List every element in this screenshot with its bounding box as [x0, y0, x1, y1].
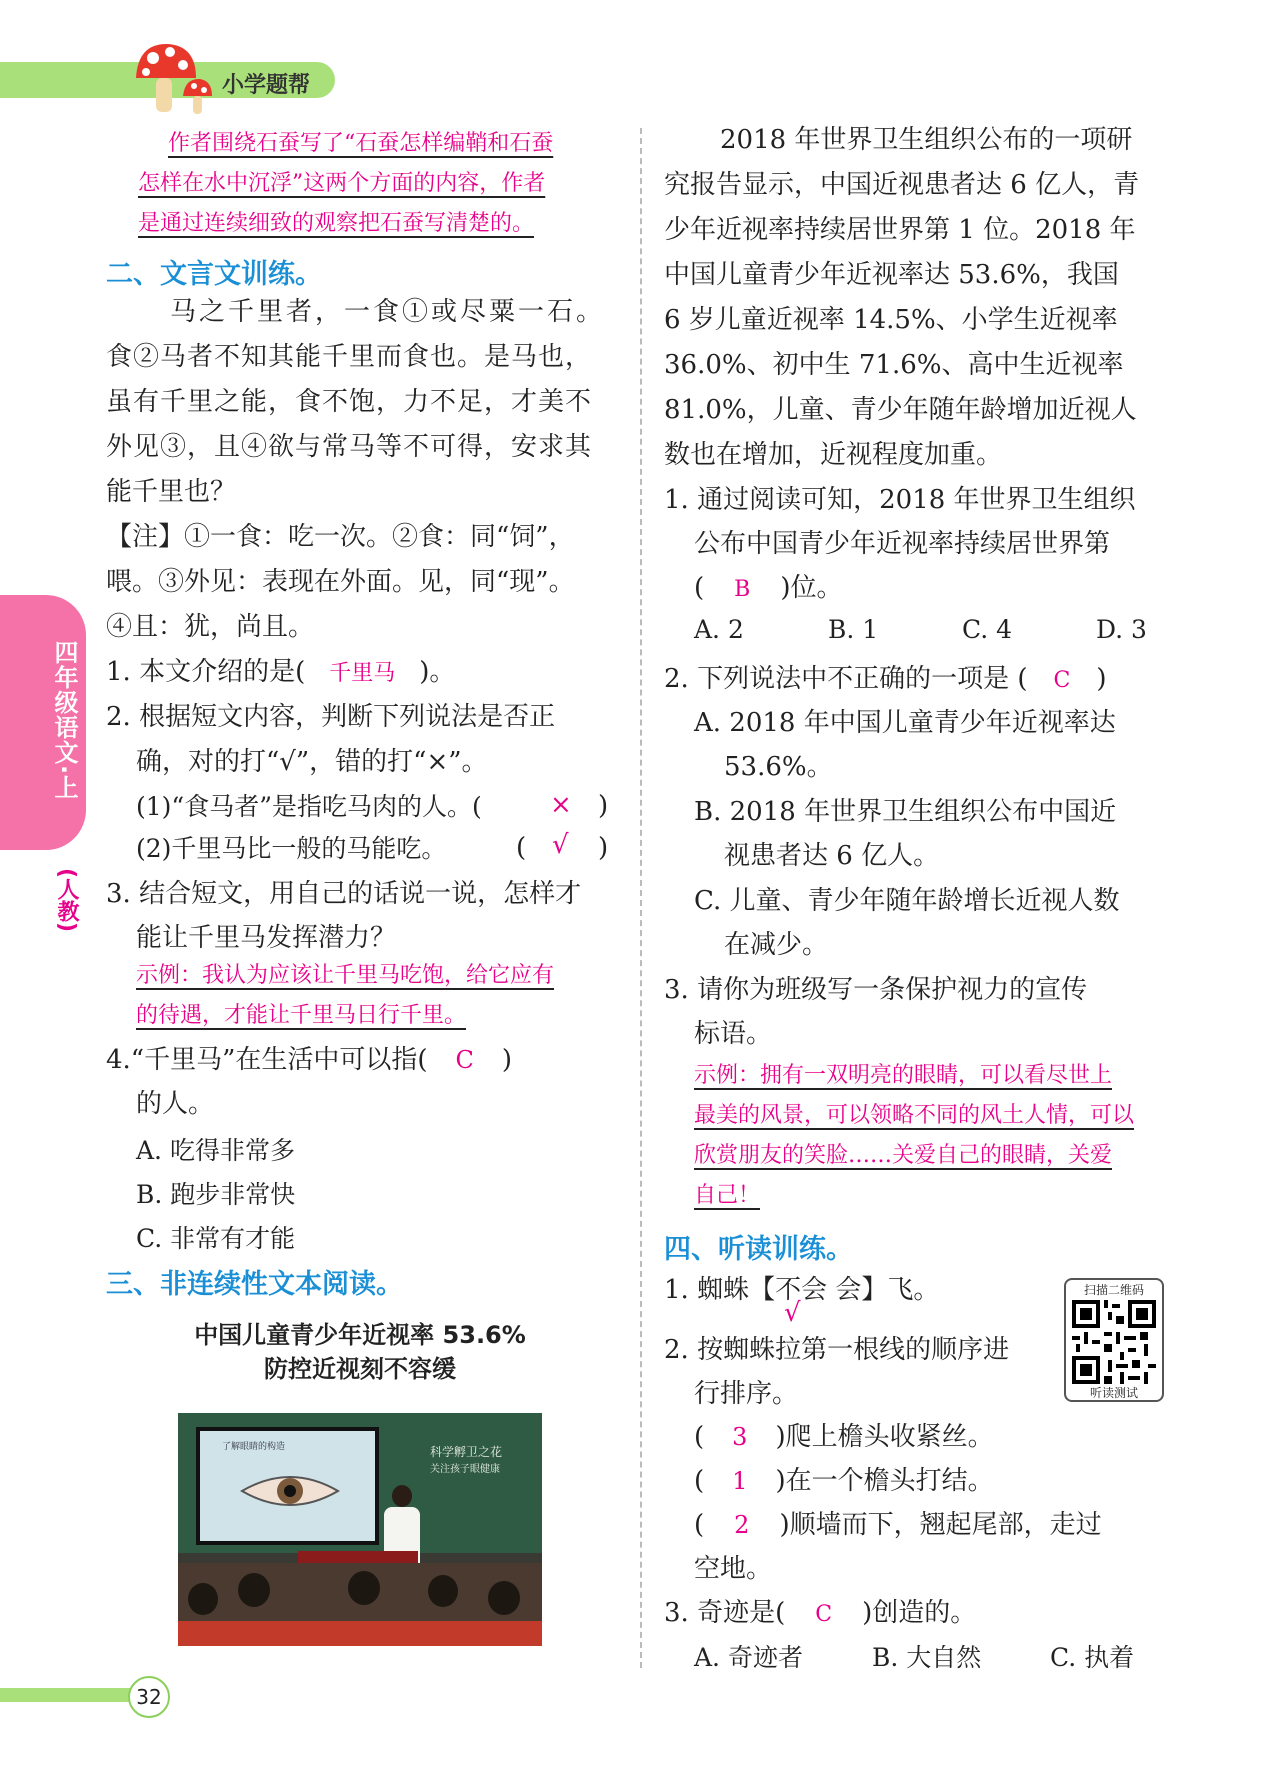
answer-line: 怎样在水中沉浮”这两个方面的内容，作者 [138, 171, 546, 196]
r-q2-option-a: A. 2018 年中国儿童青少年近视率达 [694, 708, 1116, 738]
text-line: 能千里也？ [106, 477, 237, 507]
answer-line: 欣赏朋友的笑脸……关爱自己的眼睛，关爱 [694, 1143, 1113, 1168]
question-2-line1: 2. 根据短文内容，判断下列说法是否正 [106, 702, 556, 732]
listen-q2-item [694, 1459, 994, 1504]
r-q3-answer [694, 1056, 1134, 1216]
section2-title: 二、文言文训练。 [106, 259, 322, 290]
item-text: (1)“食马者”是指吃马肉的人。( [136, 792, 482, 821]
question-1 [106, 650, 455, 696]
passage-line: 2018 年世界卫生组织公布的一项研 [720, 125, 1133, 155]
listen-q3 [664, 1591, 976, 1637]
question-2-item1 [136, 784, 482, 829]
q2-item2-answer: √ [552, 830, 569, 860]
r-q2-answer: C [1053, 668, 1071, 693]
listen-q2-line2: 行排序。 [694, 1379, 799, 1409]
page-number: 32 [128, 1676, 170, 1718]
paren: ( [694, 1466, 705, 1496]
q1-answer: 千里马 [329, 661, 396, 686]
projector-screen [196, 1427, 379, 1545]
listen-q3-option-a: A. 奇迹者 [694, 1643, 803, 1672]
q2-item2-close: ) [598, 833, 609, 863]
qr-code-box[interactable] [1064, 1278, 1164, 1402]
text-line: 虽有千里之能，食不饱，力不足，才美不 [106, 387, 593, 417]
listen-q1: 1. 蜘蛛【不会 会】飞。 [664, 1275, 940, 1305]
q4-option-a: A. 吃得非常多 [136, 1136, 295, 1165]
article-title [150, 1318, 570, 1386]
r-q1-option-a: A. 2 [694, 615, 744, 644]
text-line: 外见③，且④欲与常马等不可得，安求其 [106, 432, 593, 462]
r-q1-line1: 1. 通过阅读可知，2018 年世界卫生组织 [664, 485, 1136, 515]
r-q1-option-b: B. 1 [828, 615, 879, 644]
question-3-line2: 能让千里马发挥潜力？ [136, 923, 397, 953]
passage-line: 少年近视率持续居世界第 1 位。2018 年 [664, 215, 1136, 245]
r-q1-line3 [694, 566, 842, 612]
classroom-photo [178, 1413, 542, 1646]
students [178, 1563, 542, 1646]
item-text: )爬上檐头收紧丝。 [775, 1422, 994, 1452]
question-2-line2: 确，对的打“√”，错的打“×”。 [136, 747, 488, 777]
q3-answer [136, 956, 554, 1036]
r-q1-line2: 公布中国青少年近视率持续居世界第 [694, 529, 1111, 559]
answer-line: 示例：我认为应该让千里马吃饱，给它应有 [136, 963, 555, 988]
question-4-line2: 的人。 [136, 1089, 215, 1119]
answer-line: 示例：拥有一双明亮的眼睛，可以看尽世上 [694, 1063, 1113, 1088]
passage-line: 究报告显示，中国近视患者达 6 亿人，青 [664, 170, 1140, 200]
text-line: 食②马者不知其能千里而食也。是马也， [106, 342, 593, 372]
board-line: 科学孵卫之花 [430, 1445, 503, 1459]
note-line: 喂。③外见：表现在外面。见，同“现”。 [106, 567, 575, 597]
answer-line: 自己！ [694, 1183, 761, 1208]
note-line: 【注】①一食：吃一次。②食：同“饲”， [106, 522, 575, 552]
order-answer: 2 [734, 1511, 750, 1539]
paren: ( [694, 573, 705, 603]
passage-line: 6 岁儿童近视率 14.5%、小学生近视率 [664, 305, 1118, 335]
q4-text: 4.“千里马”在生活中可以指( [106, 1045, 428, 1075]
question-4 [106, 1038, 512, 1083]
q2-item1-close: ) [598, 791, 609, 821]
paren: )位。 [780, 573, 843, 603]
r-q2-option-c-cont: 在减少。 [724, 930, 829, 960]
listen-q3-option-c: C. 执着 [1050, 1643, 1135, 1672]
r-q2-option-b-cont: 视患者达 6 亿人。 [724, 841, 940, 871]
paren: ( [694, 1422, 705, 1452]
text-line: 马之千里者，一食①或尽粟一石。 [170, 297, 606, 327]
r-q2-option-c: C. 儿童、青少年随年龄增长近视人数 [694, 886, 1120, 916]
lq3-answer: C [815, 1602, 833, 1627]
passage-line: 数也在增加，近视程度加重。 [664, 440, 1003, 470]
item-text: )在一个檐头打结。 [775, 1466, 994, 1496]
listen-q2-line1: 2. 按蜘蛛拉第一根线的顺序进 [664, 1335, 1010, 1365]
item-text: )顺墙而下，翘起尾部，走过 [779, 1510, 1102, 1540]
paren: ( [694, 1510, 705, 1540]
order-answer: 3 [732, 1423, 748, 1451]
notes [106, 515, 616, 650]
lq3-close: )创造的。 [862, 1598, 977, 1628]
r-q2-option-b: B. 2018 年世界卫生组织公布中国近 [694, 797, 1117, 827]
qr-code-icon [1072, 1300, 1156, 1384]
answer-line: 最美的风景，可以领略不同的风土人情，可以 [694, 1103, 1135, 1128]
article-title-line: 防控近视刻不容缓 [264, 1355, 456, 1383]
q4-option-c: C. 非常有才能 [136, 1224, 296, 1253]
q1-text: 1. 本文介绍的是( [106, 657, 306, 687]
side-grade-label: 四年级语文·上 [50, 640, 78, 801]
q2-item1-answer: × [550, 790, 572, 820]
q4-close: ) [501, 1045, 513, 1075]
r-q2-text: 2. 下列说法中不正确的一项是 ( [664, 664, 1028, 694]
article-title-line: 中国儿童青少年近视率 53.6% [194, 1321, 526, 1349]
section3-title: 三、非连续性文本阅读。 [106, 1269, 403, 1300]
lq3-text: 3. 奇迹是( [664, 1598, 786, 1628]
column-divider [640, 128, 642, 1668]
q2-item2-open: ( [516, 833, 527, 863]
q4-option-b: B. 跑步非常快 [136, 1180, 296, 1209]
passage [664, 118, 1164, 478]
r-q3-line1: 3. 请你为班级写一条保护视力的宣传 [664, 975, 1088, 1005]
listen-q2-item [694, 1503, 1102, 1548]
passage-line: 中国儿童青少年近视率达 53.6%，我国 [664, 260, 1119, 290]
r-q1-option-c: C. 4 [962, 615, 1013, 644]
q4-answer: C [455, 1046, 474, 1074]
section4-title: 四、听读训练。 [664, 1234, 853, 1265]
qr-bottom-label: 听读测试 [1089, 1386, 1138, 1400]
r-q1-option-d: D. 3 [1096, 615, 1147, 644]
board-writing [430, 1443, 535, 1479]
qr-top-label: 扫描二维码 [1083, 1283, 1144, 1297]
top-answer-block [138, 124, 608, 244]
listen-q3-option-b: B. 大自然 [872, 1643, 982, 1672]
eye-image [240, 1471, 340, 1511]
question-3-line1: 3. 结合短文，用自己的话说一说，怎样才 [106, 879, 582, 909]
question-2-item2: (2)千里马比一般的马能吃。 [136, 834, 447, 863]
board-line: 关注孩子眼健康 [430, 1464, 500, 1475]
r-q1-answer: B [734, 577, 751, 602]
side-edition-label: (人教) [54, 868, 79, 933]
r-q2-option-a-cont: 53.6%。 [724, 752, 833, 782]
answer-line: 的待遇，才能让千里马日行千里。 [136, 1003, 467, 1028]
listen-q1-mark: √ [784, 1298, 801, 1328]
classical-text [106, 290, 616, 515]
q1-close: )。 [419, 657, 456, 687]
listen-q2-item [694, 1415, 994, 1460]
mushroom-logo [128, 38, 213, 118]
listen-q2-cont: 空地。 [694, 1554, 773, 1584]
passage-line: 36.0%、初中生 71.6%、高中生近视率 [664, 350, 1124, 380]
screen-text: 了解眼睛的构造 [222, 1442, 286, 1452]
answer-line: 是通过连续细致的观察把石蚕写清楚的。 [138, 211, 535, 236]
r-q2 [664, 657, 1106, 703]
answer-line: 作者围绕石蚕写了“石蚕怎样编鞘和石蚕 [168, 131, 554, 156]
brand-title: 小学题帮 [222, 73, 311, 98]
r-q2-close: ) [1096, 664, 1107, 694]
order-answer: 1 [732, 1467, 748, 1495]
r-q3-line2: 标语。 [694, 1019, 773, 1049]
note-line: ④且：犹，尚且。 [106, 612, 315, 642]
passage-line: 81.0%，儿童、青少年随年龄增加近视人 [664, 395, 1137, 425]
